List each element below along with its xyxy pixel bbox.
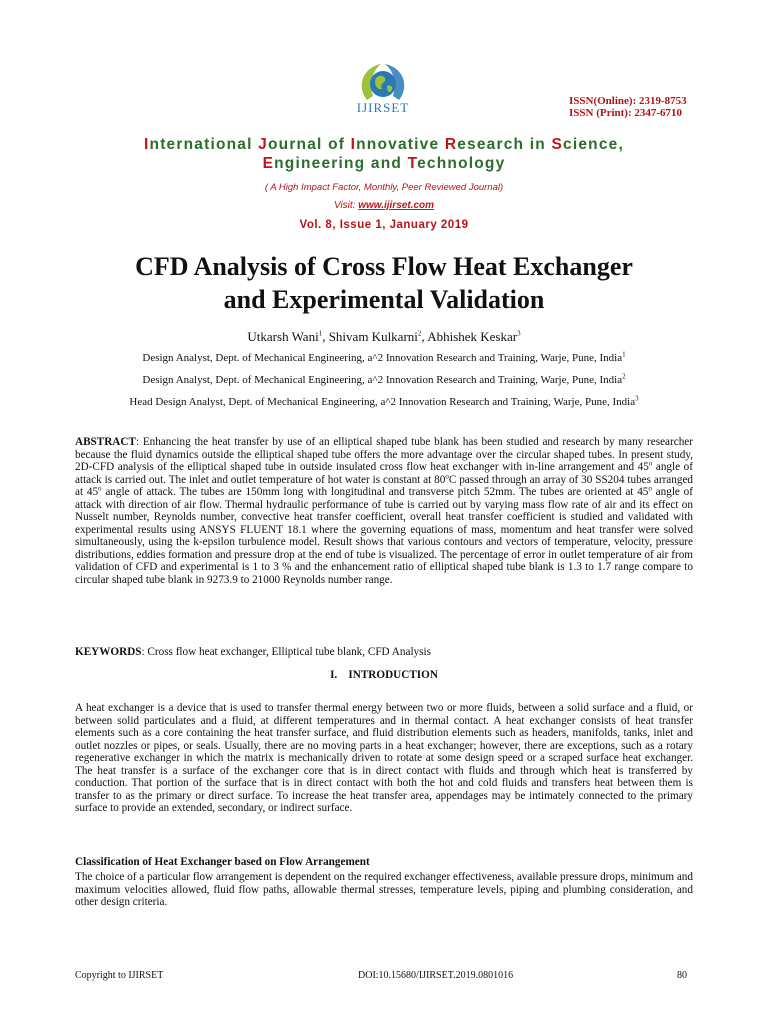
affiliation (0, 352, 768, 364)
footer-copyright: Copyright to IJIRSET (75, 970, 164, 981)
introduction-paragraph: A heat exchanger is a device that is used to transfer thermal energy between two or more fluids, between a solid surface and a fluid, or between solid particulates and a fluid, at different temperatures and in thermal contact. A heat exchanger consists of heat transfer elements such as a core containing the heat transfer surface, and fluid distribution elements such as headers, manifolds, tanks, inlet and outlet nozzles or pipes, or seals. Usually, there are no moving parts in a heat exchanger; however, there are exceptions, such as a rotary regenerative exchanger in which the matrix is mechanically driven to rotate at some design speed or a scraped surface heat exchanger. The heat transfer is a surface of the exchanger core that is in direct contact with fluids and through which heat is transferred by conduction. That portion of the surface that is in direct contact with both the hot and cold fluids and transfers heat between them is transfer to as the primary or direct surface. To increase the heat transfer area, appendages may be intimately connected to the primary surface to provide an extended, secondary, or indirect surface. (75, 702, 693, 815)
author-list: Utkarsh Wani$^1$, Shivam Kulkarni$^2$, Abhishek Keskar$^3$ (247, 329, 521, 344)
volume-issue: Vol. 8, Issue 1, January 2019 (299, 219, 469, 231)
issn-online: ISSN(Online): 2319-8753 (569, 95, 687, 107)
keywords (75, 646, 693, 659)
footer-doi: DOI:10.15680/IJIRSET.2019.0801016 (358, 970, 514, 981)
issn-print: ISSN (Print): 2347-6710 (569, 107, 683, 119)
journal-name-line2: Engineering and Technology (262, 155, 506, 172)
keywords-label: KEYWORDS (75, 646, 142, 658)
affiliation-text: Head Design Analyst, Dept. of Mechanical Engineering, a^2 Innovation Research and Training, Warje, Pune, India (129, 396, 636, 408)
abstract-label: ABSTRACT (75, 436, 136, 448)
abstract-text: C passed through an array of 30 SS204 tubes arranged at 45 (75, 473, 694, 499)
visit-line (0, 200, 768, 211)
affiliation (0, 396, 768, 408)
section-heading-introduction: I. INTRODUCTION (330, 669, 438, 681)
affiliation-mark: 3 (635, 394, 639, 403)
degree-mark: o (445, 471, 449, 480)
subsection-heading: Classification of Heat Exchanger based on Flow Arrangement (75, 856, 370, 868)
affiliation-mark: 1 (622, 350, 626, 359)
affiliation (0, 374, 768, 386)
degree-mark: o (648, 459, 653, 468)
journal-name-line1: International Journal of Innovative Research in Science, (144, 136, 624, 153)
keywords-text: : Cross flow heat exchanger, Elliptical tube blank, CFD Analysis (141, 646, 431, 658)
visit-label: Visit: (333, 200, 359, 211)
abstract (75, 436, 693, 587)
author-affil-mark: 2 (417, 329, 422, 338)
abstract-text: angle of attack. The tubes are 150mm long with longitudinal and transverse pitch 52mm. The tubes are oriented at 45 (101, 486, 649, 499)
journal-tagline: ( A High Impact Factor, Monthly, Peer Reviewed Journal) (264, 182, 504, 193)
author-affil-mark: 1 (318, 329, 323, 338)
abstract-text: : Enhancing the heat transfer by use of an elliptical shaped tube blank has been studied and research by many researcher because the fluid dynamics outside the elliptical shaped tube offers the more advantage over the circular shaped tubes. In present study, 2D-CFD analysis of the elliptical shaped tube in outside insulated cross flow heat exchanger with in-line arrangement and 45 (75, 436, 693, 474)
affiliation-text: Design Analyst, Dept. of Mechanical Engineering, a^2 Innovation Research and Training, Warje, Pune, India (142, 374, 623, 386)
paper-title-line2: and Experimental Validation (223, 285, 545, 314)
degree-mark: o (648, 484, 652, 493)
page-number: 80 (677, 970, 687, 981)
logo-text: IJIRSET (356, 100, 410, 115)
author-affil-mark: 3 (517, 329, 521, 338)
journal-url-link[interactable]: www.ijirset.com (358, 200, 435, 211)
subsection-paragraph: The choice of a particular flow arrangement is dependent on the required exchanger effectiveness, available pressure drops, minimum and maximum velocities allowed, fluid flow paths, allowable thermal stresses, temperature levels, piping and plumbing consideration, and other design criteria. (75, 871, 693, 909)
abstract-text: angle of attack is carried out. The inlet and outlet temperature of hot water is constant at 80 (75, 461, 693, 486)
author-name: Abhishek Keskar (427, 329, 518, 344)
affiliation-mark: 2 (622, 372, 626, 381)
paper-title-line1: CFD Analysis of Cross Flow Heat Exchanger (135, 252, 633, 281)
author-name: Utkarsh Wani (247, 329, 319, 344)
abstract-text: angle of attack with direction of air flow. Thermal hydraulic performance of tube is carried out by varying mass flow rate of air and its effect on Nusselt number, Reynolds number, convective heat transfer coefficient, overall heat transfer coefficient is studied and validated with experimental results using ANSYS FLUENT 18.1 where the governing equations of mass, momentum and heat transfer were solved simultaneously, using the k-epsilon turbulence model. Result shows that various contours and vectors of temperature, velocity, pressure distributions, eddies formation and pressure drop at the end of tube is visualized. The percentage of error in outlet temperature of air from validation of CFD and experimental is 1 to 3 % and the enhancement ratio of elliptical shaped tube blank is 1.3 to 1.7 range compare to circular shaped tube blank in 9273.9 to 21000 Reynolds number range. (75, 486, 694, 587)
author-name: Shivam Kulkarni (328, 329, 418, 344)
affiliation-text: Design Analyst, Dept. of Mechanical Engineering, a^2 Innovation Research and Training, Warje, Pune, India (142, 352, 623, 364)
degree-mark: o (98, 484, 102, 493)
